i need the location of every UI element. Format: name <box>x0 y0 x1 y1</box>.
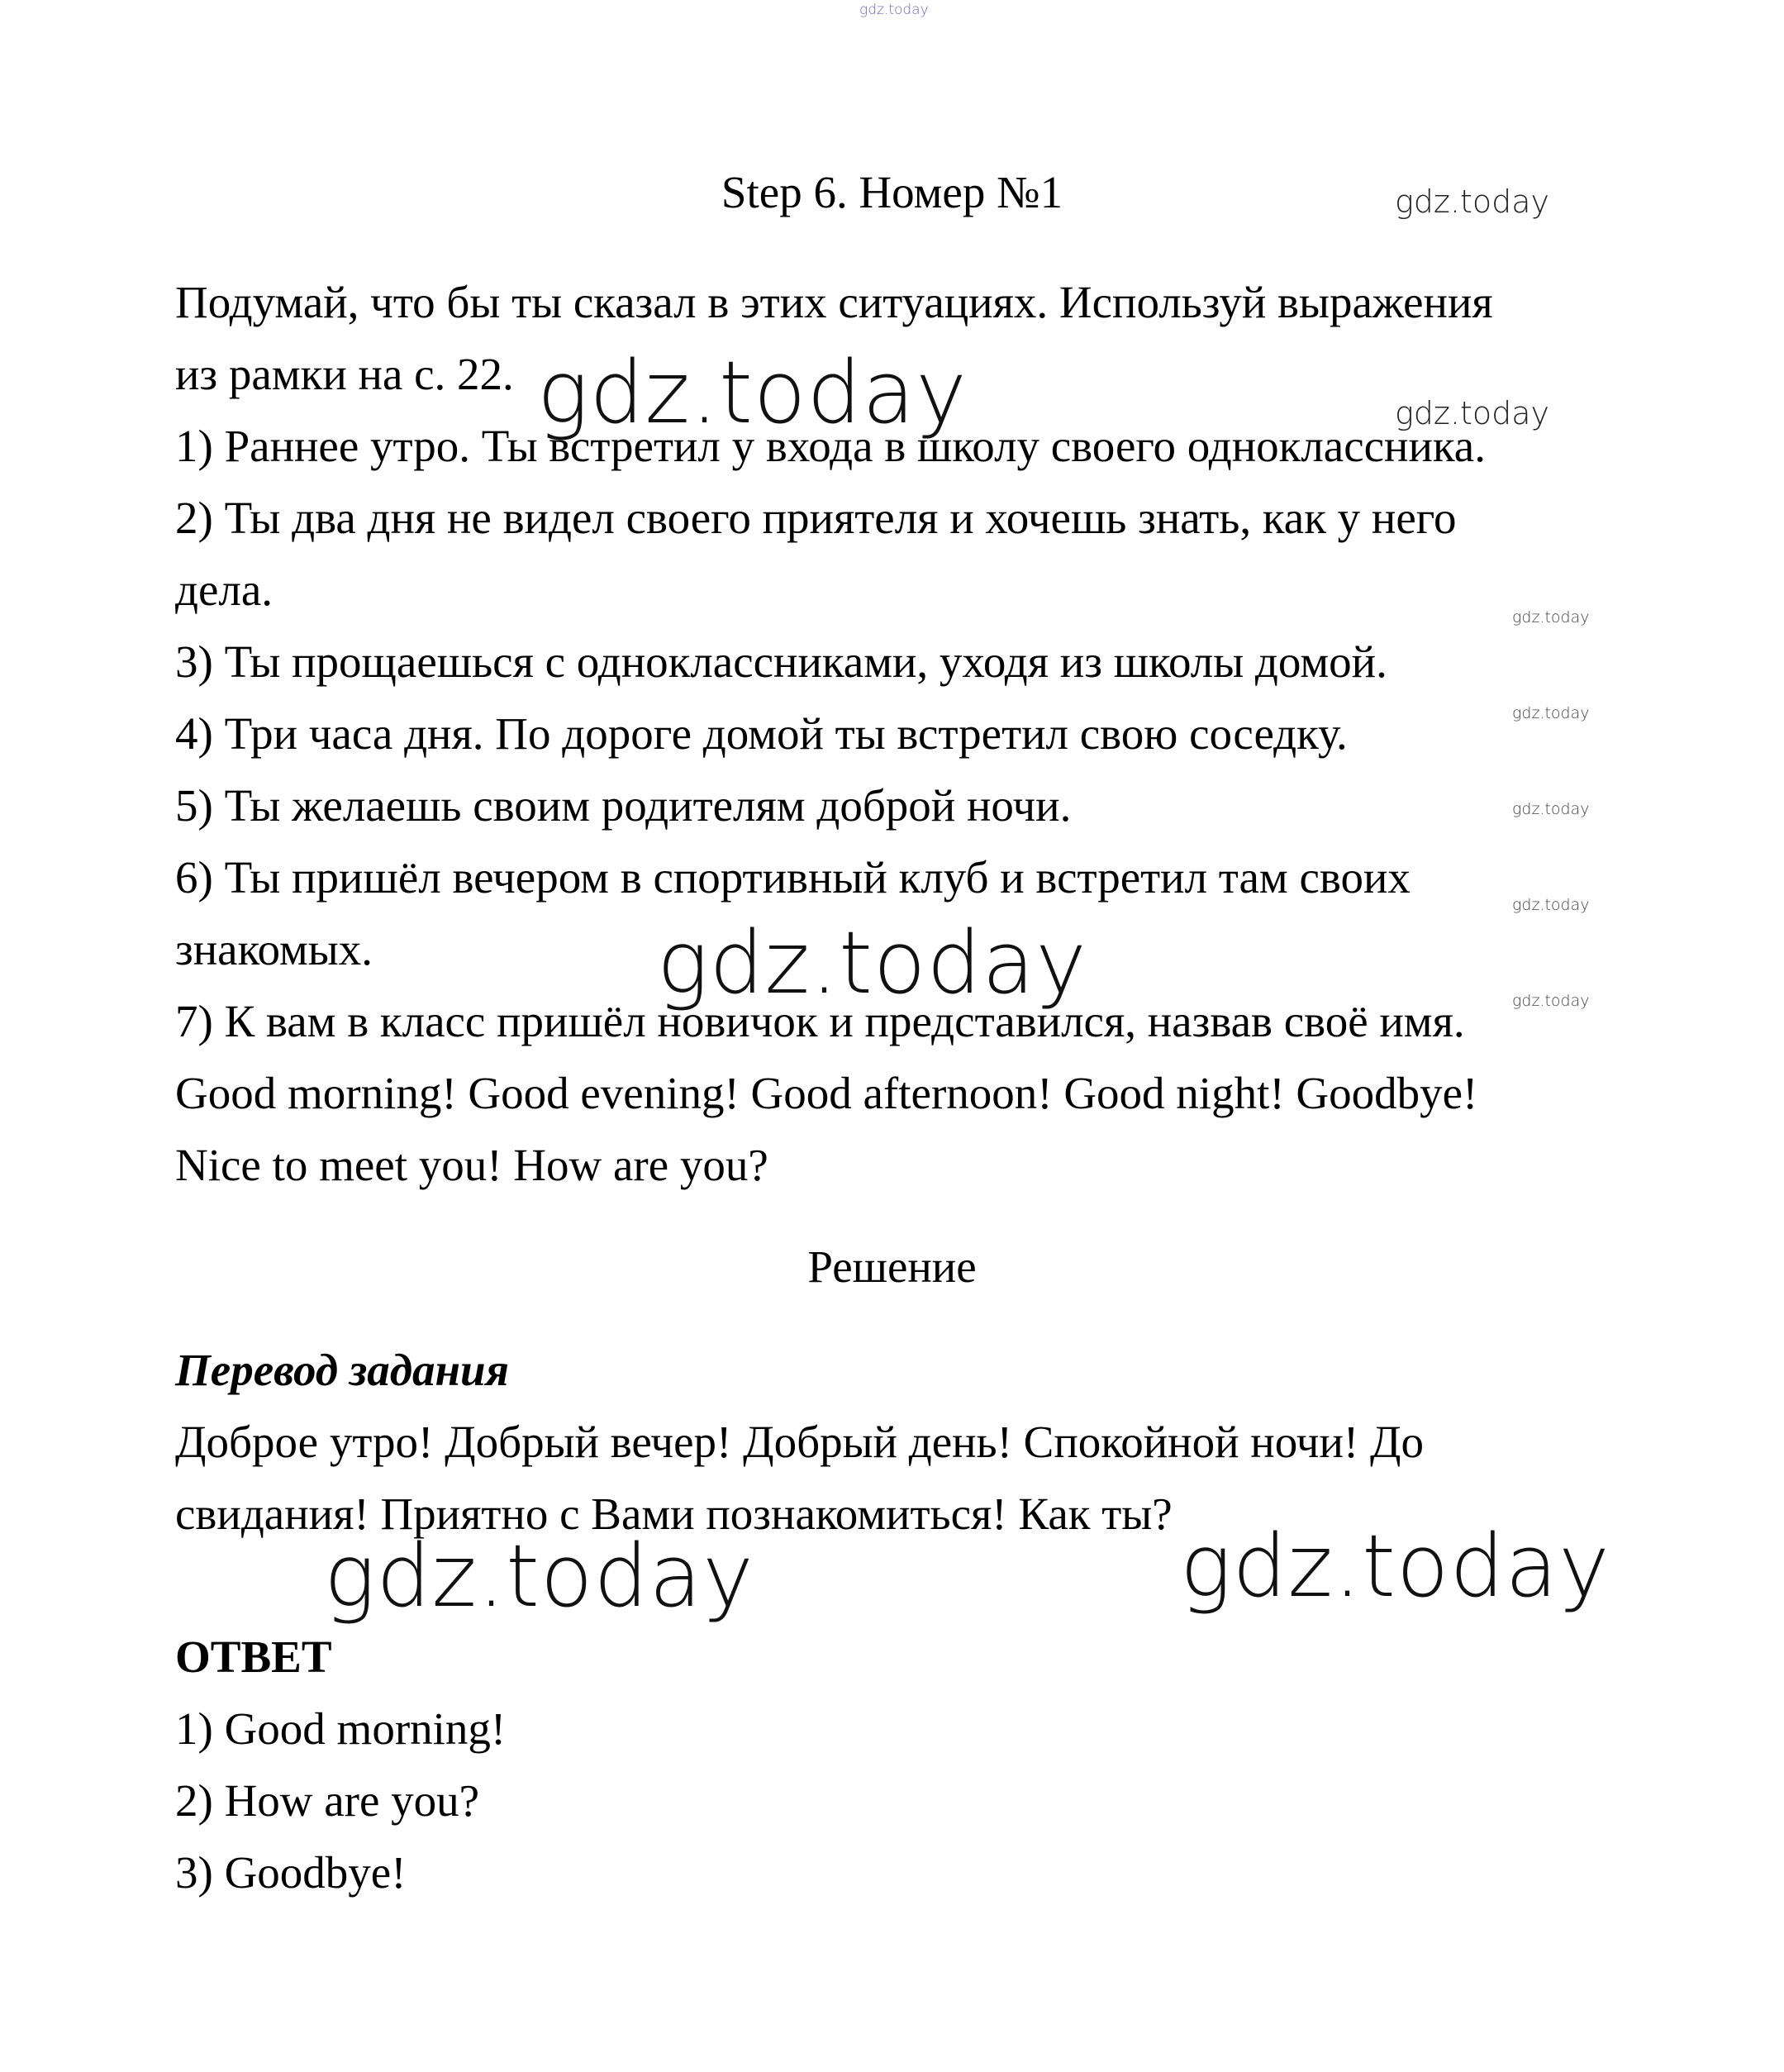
task-line: 1) Раннее утро. Ты встретил у входа в школу своего одноклассника. <box>175 421 1486 471</box>
watermark-small: gdz.today <box>1512 704 1590 722</box>
task-line: 5) Ты желаешь своим родителям доброй ночи. <box>175 780 1072 831</box>
watermark-title: gdz.today <box>1395 183 1549 220</box>
task-line: 3) Ты прощаешься с одноклассниками, уходя из школы домой. <box>175 636 1387 687</box>
phrase-line: Nice to meet you! How are you? <box>175 1140 768 1190</box>
watermark-top: gdz.today <box>859 2 929 18</box>
translation-heading: Перевод задания <box>175 1345 509 1395</box>
watermark-medium: gdz.today <box>1395 395 1549 431</box>
watermark-large: gdz.today <box>324 1526 754 1627</box>
task-line: 6) Ты пришёл вечером в спортивный клуб и встретил там своих <box>175 852 1411 903</box>
task-line: знакомых. <box>175 924 373 974</box>
answer-line: 1) Good morning! <box>175 1703 507 1754</box>
task-line: Подумай, что бы ты сказал в этих ситуациях. Используй выражения <box>175 277 1493 327</box>
watermark-small: gdz.today <box>1512 992 1590 1010</box>
watermark-large: gdz.today <box>1180 1516 1610 1617</box>
watermark-large: gdz.today <box>537 342 968 443</box>
watermark-small: gdz.today <box>1512 896 1590 914</box>
translation-line: Доброе утро! Добрый вечер! Добрый день! Спокойной ночи! До <box>175 1417 1424 1467</box>
task-line: из рамки на с. 22. <box>175 349 514 399</box>
task-line: 7) К вам в класс пришёл новичок и представился, назвав своё имя. <box>175 996 1465 1046</box>
watermark-small: gdz.today <box>1512 800 1590 818</box>
phrase-line: Good morning! Good evening! Good afternoon! Good night! Goodbye! <box>175 1068 1478 1118</box>
task-line: дела. <box>175 564 274 615</box>
task-line: 4) Три часа дня. По дороге домой ты встретил свою соседку. <box>175 708 1348 759</box>
translation-line: свидания! Приятно с Вами познакомиться! Как ты? <box>175 1489 1173 1539</box>
watermark-large: gdz.today <box>657 912 1087 1013</box>
task-line: 2) Ты два дня не видел своего приятеля и хочешь знать, как у него <box>175 493 1457 543</box>
answer-line: 3) Goodbye! <box>175 1847 407 1898</box>
answer-line: 2) How are you? <box>175 1775 480 1826</box>
solution-heading: Решение <box>807 1241 977 1292</box>
page-title: Step 6. Номер №1 <box>721 167 1063 217</box>
watermark-small: gdz.today <box>1512 608 1590 626</box>
answer-heading: ОТВЕТ <box>175 1631 332 1682</box>
